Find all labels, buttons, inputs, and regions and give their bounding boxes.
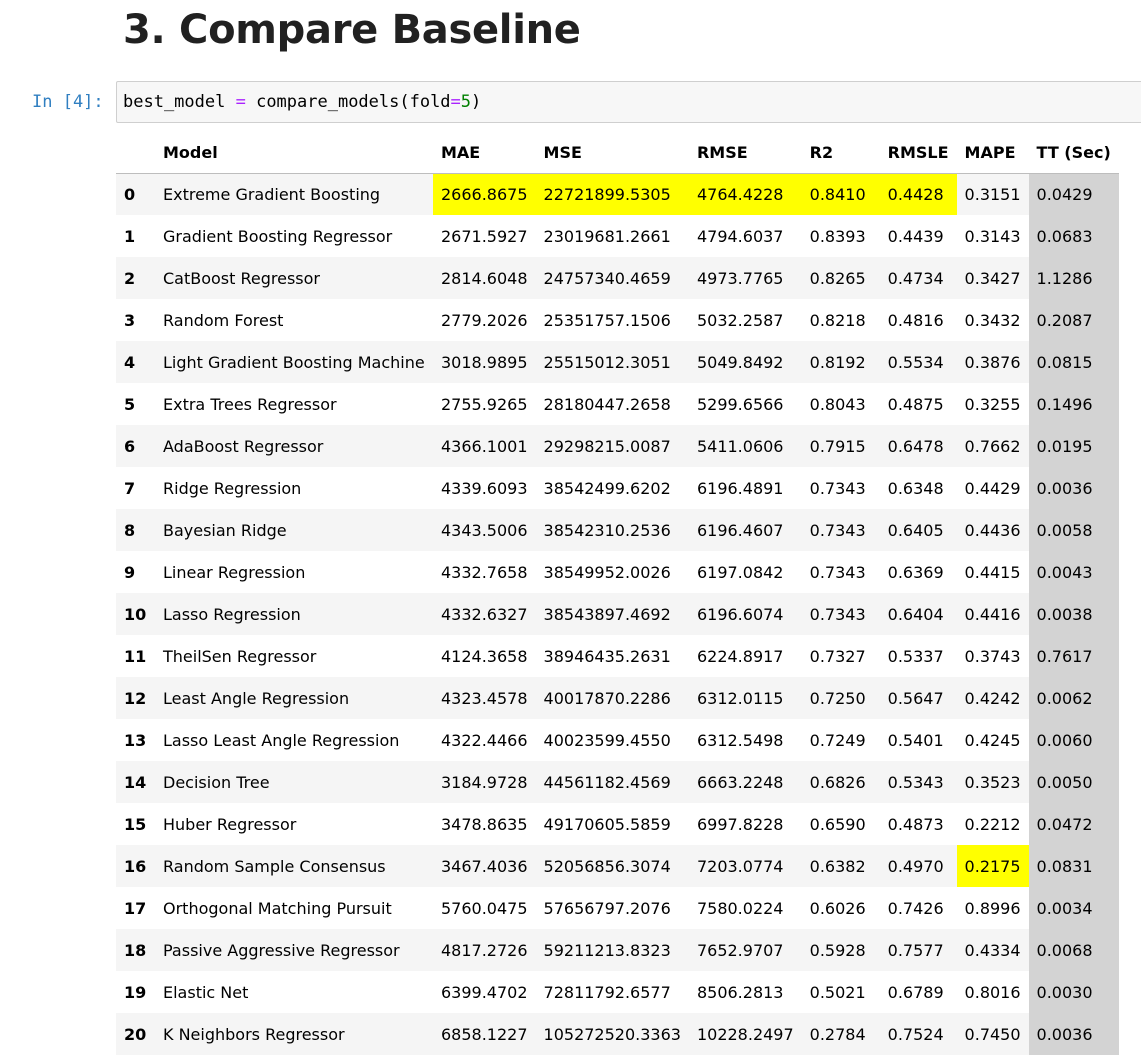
table-row bbox=[116, 383, 1119, 425]
metric-cell: 4322.4466 bbox=[441, 730, 528, 750]
metric-cell: 0.7343 bbox=[809, 604, 866, 624]
row-index: 17 bbox=[124, 898, 147, 918]
metric-cell: 0.7662 bbox=[964, 436, 1021, 456]
table-row bbox=[116, 257, 1119, 299]
metric-cell: 0.7249 bbox=[809, 730, 866, 750]
metric-cell: 0.5021 bbox=[809, 982, 866, 1002]
metric-cell: 0.1496 bbox=[1029, 383, 1119, 425]
metric-cell: 0.2087 bbox=[1029, 299, 1119, 341]
metric-cell: 0.7343 bbox=[809, 562, 866, 582]
model-name-cell: Linear Regression bbox=[163, 562, 306, 582]
row-index: 10 bbox=[124, 604, 147, 624]
metric-cell: 0.8192 bbox=[809, 352, 866, 372]
metric-cell: 6312.0115 bbox=[696, 688, 784, 708]
row-index: 16 bbox=[124, 856, 147, 876]
metric-cell: 4973.7765 bbox=[696, 268, 784, 288]
metric-cell: 0.6590 bbox=[809, 814, 866, 834]
row-index: 11 bbox=[124, 646, 147, 666]
column-header: TT (Sec) bbox=[1029, 132, 1119, 173]
table-body bbox=[116, 173, 1119, 1055]
table-row bbox=[116, 215, 1119, 257]
metric-cell: 0.4245 bbox=[964, 730, 1021, 750]
code-kwarg-equals: = bbox=[450, 92, 461, 112]
metric-cell: 6312.5498 bbox=[696, 730, 784, 750]
metric-cell: 2814.6048 bbox=[441, 268, 528, 288]
metric-cell: 0.7915 bbox=[809, 436, 866, 456]
model-name-cell: AdaBoost Regressor bbox=[163, 436, 324, 456]
column-header: RMSLE bbox=[880, 132, 957, 173]
metric-cell: 25351757.1506 bbox=[543, 310, 671, 330]
metric-cell: 0.6369 bbox=[887, 562, 944, 582]
code-call: compare_models(fold bbox=[245, 92, 451, 112]
metric-cell: 0.3427 bbox=[964, 268, 1021, 288]
metric-cell: 0.7327 bbox=[809, 646, 866, 666]
row-index: 6 bbox=[124, 436, 136, 456]
table-row bbox=[116, 173, 1119, 215]
cell-prompt: In [4]: bbox=[32, 92, 104, 112]
metric-cell: 3018.9895 bbox=[441, 352, 528, 372]
metric-cell: 0.7617 bbox=[1029, 635, 1119, 677]
metric-cell: 4323.4578 bbox=[441, 688, 528, 708]
metric-cell: 0.0043 bbox=[1029, 551, 1119, 593]
metric-cell: 5411.0606 bbox=[696, 436, 784, 456]
metric-cell: 38543897.4692 bbox=[543, 604, 671, 624]
metric-cell: 1.1286 bbox=[1029, 257, 1119, 299]
model-name-cell: Light Gradient Boosting Machine bbox=[163, 352, 425, 372]
metric-cell: 0.0683 bbox=[1029, 215, 1119, 257]
section-heading: 3. Compare Baseline bbox=[123, 7, 581, 53]
metric-cell: 0.7426 bbox=[887, 898, 944, 918]
metric-cell: 0.3143 bbox=[964, 226, 1021, 246]
metric-cell: 0.4970 bbox=[887, 856, 944, 876]
metric-cell: 0.7343 bbox=[809, 478, 866, 498]
model-name-cell: Random Sample Consensus bbox=[163, 856, 386, 876]
row-index: 5 bbox=[124, 394, 136, 414]
metric-cell: 2671.5927 bbox=[441, 226, 528, 246]
table-row bbox=[116, 971, 1119, 1013]
metric-cell: 5299.6566 bbox=[696, 394, 784, 414]
metric-cell: 0.6789 bbox=[887, 982, 944, 1002]
table-row bbox=[116, 803, 1119, 845]
metric-cell: 4764.4228 bbox=[689, 173, 802, 215]
metric-cell: 6196.6074 bbox=[696, 604, 784, 624]
metric-cell: 72811792.6577 bbox=[543, 982, 671, 1002]
code-line bbox=[123, 92, 481, 112]
metric-cell: 0.4873 bbox=[887, 814, 944, 834]
metric-cell: 0.5337 bbox=[887, 646, 944, 666]
metric-cell: 5760.0475 bbox=[441, 898, 528, 918]
column-header-index bbox=[116, 132, 155, 173]
metric-cell: 4794.6037 bbox=[696, 226, 784, 246]
metric-cell: 7580.0224 bbox=[696, 898, 784, 918]
model-name-cell: CatBoost Regressor bbox=[163, 268, 321, 288]
metric-cell: 0.6826 bbox=[809, 772, 866, 792]
metric-cell: 0.6404 bbox=[887, 604, 944, 624]
metric-cell: 5049.8492 bbox=[696, 352, 784, 372]
metric-cell: 10228.2497 bbox=[696, 1024, 794, 1044]
row-index: 12 bbox=[124, 688, 147, 708]
metric-cell: 0.6478 bbox=[887, 436, 944, 456]
table-row bbox=[116, 635, 1119, 677]
metric-cell: 0.4734 bbox=[887, 268, 944, 288]
row-index: 9 bbox=[124, 562, 136, 582]
metric-cell: 0.0429 bbox=[1029, 173, 1119, 215]
metric-cell: 0.6348 bbox=[887, 478, 944, 498]
metric-cell: 0.4439 bbox=[887, 226, 944, 246]
metric-cell: 6858.1227 bbox=[441, 1024, 528, 1044]
metric-cell: 0.3432 bbox=[964, 310, 1021, 330]
model-name-cell: Random Forest bbox=[163, 310, 284, 330]
row-index: 19 bbox=[124, 982, 147, 1002]
model-name-cell: Extra Trees Regressor bbox=[163, 394, 337, 414]
metric-cell: 4339.6093 bbox=[441, 478, 528, 498]
row-index: 15 bbox=[124, 814, 147, 834]
metric-cell: 0.0815 bbox=[1029, 341, 1119, 383]
metric-cell: 38542310.2536 bbox=[543, 520, 671, 540]
metric-cell: 6399.4702 bbox=[441, 982, 528, 1002]
metric-cell: 0.0060 bbox=[1029, 719, 1119, 761]
metric-cell: 44561182.4569 bbox=[543, 772, 671, 792]
metric-cell: 57656797.2076 bbox=[543, 898, 671, 918]
metric-cell: 0.7577 bbox=[887, 940, 944, 960]
column-header: MSE bbox=[536, 132, 689, 173]
model-name-cell: TheilSen Regressor bbox=[163, 646, 317, 666]
row-index: 18 bbox=[124, 940, 147, 960]
metric-cell: 6663.2248 bbox=[696, 772, 784, 792]
table-row bbox=[116, 299, 1119, 341]
table-row bbox=[116, 887, 1119, 929]
metric-cell: 0.4416 bbox=[964, 604, 1021, 624]
table-row bbox=[116, 929, 1119, 971]
code-number: 5 bbox=[460, 92, 472, 112]
metric-cell: 5032.2587 bbox=[696, 310, 784, 330]
metric-cell: 0.4242 bbox=[964, 688, 1021, 708]
table-row bbox=[116, 761, 1119, 803]
row-index: 3 bbox=[124, 310, 136, 330]
metric-cell: 0.5647 bbox=[887, 688, 944, 708]
table-header-row bbox=[116, 132, 1119, 173]
metric-cell: 0.8218 bbox=[809, 310, 866, 330]
metric-cell: 0.0195 bbox=[1029, 425, 1119, 467]
metric-cell: 22721899.5305 bbox=[536, 173, 689, 215]
table-row bbox=[116, 467, 1119, 509]
model-name-cell: Lasso Least Angle Regression bbox=[163, 730, 400, 750]
metric-cell: 0.6382 bbox=[809, 856, 866, 876]
table-row bbox=[116, 509, 1119, 551]
metric-cell: 4124.3658 bbox=[441, 646, 528, 666]
metric-cell: 0.5534 bbox=[887, 352, 944, 372]
metric-cell: 0.5401 bbox=[887, 730, 944, 750]
metric-cell: 3478.8635 bbox=[441, 814, 528, 834]
column-header: RMSE bbox=[689, 132, 802, 173]
code-lhs: best_model bbox=[123, 92, 236, 112]
model-name-cell: Orthogonal Matching Pursuit bbox=[163, 898, 392, 918]
metric-cell: 0.5343 bbox=[887, 772, 944, 792]
metric-cell: 0.0058 bbox=[1029, 509, 1119, 551]
table-row bbox=[116, 341, 1119, 383]
metric-cell: 0.2784 bbox=[809, 1024, 866, 1044]
metric-cell: 0.0030 bbox=[1029, 971, 1119, 1013]
metric-cell: 0.3151 bbox=[964, 184, 1021, 204]
metric-cell: 0.4415 bbox=[964, 562, 1021, 582]
column-header: MAPE bbox=[957, 132, 1029, 173]
metric-cell: 0.4428 bbox=[880, 173, 957, 215]
metric-cell: 0.0472 bbox=[1029, 803, 1119, 845]
metric-cell: 0.5928 bbox=[809, 940, 866, 960]
metric-cell: 4366.1001 bbox=[441, 436, 528, 456]
model-name-cell: Gradient Boosting Regressor bbox=[163, 226, 393, 246]
metric-cell: 28180447.2658 bbox=[543, 394, 671, 414]
metric-cell: 4817.2726 bbox=[441, 940, 528, 960]
metric-cell: 0.8996 bbox=[964, 898, 1021, 918]
metric-cell: 6196.4607 bbox=[696, 520, 784, 540]
metric-cell: 2779.2026 bbox=[441, 310, 528, 330]
metric-cell: 0.7343 bbox=[809, 520, 866, 540]
metric-cell: 8506.2813 bbox=[696, 982, 784, 1002]
metric-cell: 59211213.8323 bbox=[543, 940, 671, 960]
model-name-cell: Passive Aggressive Regressor bbox=[163, 940, 400, 960]
model-name-cell: Elastic Net bbox=[163, 982, 249, 1002]
metric-cell: 7203.0774 bbox=[696, 856, 784, 876]
model-name-cell: Lasso Regression bbox=[163, 604, 301, 624]
row-index: 2 bbox=[124, 268, 136, 288]
metric-cell: 4332.6327 bbox=[441, 604, 528, 624]
table-row bbox=[116, 1013, 1119, 1055]
table-row bbox=[116, 593, 1119, 635]
code-assign-operator: = bbox=[235, 92, 246, 112]
metric-cell: 2666.8675 bbox=[433, 173, 536, 215]
row-index: 0 bbox=[124, 184, 136, 204]
metric-cell: 4332.7658 bbox=[441, 562, 528, 582]
metric-cell: 0.4875 bbox=[887, 394, 944, 414]
metric-cell: 0.8393 bbox=[809, 226, 866, 246]
metric-cell: 24757340.4659 bbox=[543, 268, 671, 288]
cell-output bbox=[116, 132, 1119, 1055]
metric-cell: 0.0062 bbox=[1029, 677, 1119, 719]
metric-cell: 49170605.5859 bbox=[543, 814, 671, 834]
metric-cell: 4343.5006 bbox=[441, 520, 528, 540]
metric-cell: 0.0034 bbox=[1029, 887, 1119, 929]
model-name-cell: Bayesian Ridge bbox=[163, 520, 287, 540]
metric-cell: 29298215.0087 bbox=[543, 436, 671, 456]
metric-cell: 25515012.3051 bbox=[543, 352, 671, 372]
metric-cell: 40017870.2286 bbox=[543, 688, 671, 708]
metric-cell: 0.7450 bbox=[964, 1024, 1021, 1044]
table-row bbox=[116, 845, 1119, 887]
metric-cell: 0.0038 bbox=[1029, 593, 1119, 635]
metric-cell: 38946435.2631 bbox=[543, 646, 671, 666]
metric-cell: 0.0036 bbox=[1029, 1013, 1119, 1055]
metric-cell: 0.4429 bbox=[964, 478, 1021, 498]
metric-cell: 0.3743 bbox=[964, 646, 1021, 666]
metric-cell: 0.0068 bbox=[1029, 929, 1119, 971]
metric-cell: 0.0036 bbox=[1029, 467, 1119, 509]
row-index: 8 bbox=[124, 520, 136, 540]
metric-cell: 0.6405 bbox=[887, 520, 944, 540]
column-header: R2 bbox=[802, 132, 880, 173]
row-index: 20 bbox=[124, 1024, 147, 1044]
model-name-cell: Ridge Regression bbox=[163, 478, 302, 498]
model-comparison-table bbox=[116, 132, 1119, 1055]
row-index: 7 bbox=[124, 478, 136, 498]
metric-cell: 0.4334 bbox=[964, 940, 1021, 960]
model-name-cell: K Neighbors Regressor bbox=[163, 1024, 345, 1044]
model-name-cell: Least Angle Regression bbox=[163, 688, 350, 708]
table-row bbox=[116, 719, 1119, 761]
row-index: 4 bbox=[124, 352, 136, 372]
model-name-cell: Decision Tree bbox=[163, 772, 270, 792]
column-header: Model bbox=[155, 132, 433, 173]
metric-cell: 0.8016 bbox=[964, 982, 1021, 1002]
metric-cell: 6224.8917 bbox=[696, 646, 784, 666]
metric-cell: 105272520.3363 bbox=[543, 1024, 681, 1044]
metric-cell: 38542499.6202 bbox=[543, 478, 671, 498]
metric-cell: 0.7524 bbox=[887, 1024, 944, 1044]
table-row bbox=[116, 677, 1119, 719]
metric-cell: 40023599.4550 bbox=[543, 730, 671, 750]
column-header: MAE bbox=[433, 132, 536, 173]
metric-cell: 0.6026 bbox=[809, 898, 866, 918]
row-index: 14 bbox=[124, 772, 147, 792]
metric-cell: 0.0831 bbox=[1029, 845, 1119, 887]
row-index: 1 bbox=[124, 226, 136, 246]
metric-cell: 0.3255 bbox=[964, 394, 1021, 414]
metric-cell: 0.8410 bbox=[802, 173, 880, 215]
model-name-cell: Extreme Gradient Boosting bbox=[163, 184, 381, 204]
row-index: 13 bbox=[124, 730, 147, 750]
metric-cell: 0.0050 bbox=[1029, 761, 1119, 803]
metric-cell: 23019681.2661 bbox=[543, 226, 671, 246]
metric-cell: 0.4436 bbox=[964, 520, 1021, 540]
metric-cell: 6997.8228 bbox=[696, 814, 784, 834]
metric-cell: 0.8265 bbox=[809, 268, 866, 288]
table-row bbox=[116, 425, 1119, 467]
metric-cell: 0.3876 bbox=[964, 352, 1021, 372]
code-close-paren: ) bbox=[471, 92, 482, 112]
metric-cell: 3184.9728 bbox=[441, 772, 528, 792]
metric-cell: 0.2212 bbox=[964, 814, 1021, 834]
metric-cell: 6197.0842 bbox=[696, 562, 784, 582]
metric-cell: 0.4816 bbox=[887, 310, 944, 330]
model-name-cell: Huber Regressor bbox=[163, 814, 297, 834]
table-row bbox=[116, 551, 1119, 593]
metric-cell: 2755.9265 bbox=[441, 394, 528, 414]
metric-cell: 38549952.0026 bbox=[543, 562, 671, 582]
metric-cell: 52056856.3074 bbox=[543, 856, 671, 876]
metric-cell: 6196.4891 bbox=[696, 478, 784, 498]
metric-cell: 0.7250 bbox=[809, 688, 866, 708]
metric-cell: 0.2175 bbox=[957, 845, 1029, 887]
metric-cell: 3467.4036 bbox=[441, 856, 528, 876]
metric-cell: 0.3523 bbox=[964, 772, 1021, 792]
metric-cell: 7652.9707 bbox=[696, 940, 784, 960]
metric-cell: 0.8043 bbox=[809, 394, 866, 414]
code-cell[interactable] bbox=[116, 81, 1141, 123]
